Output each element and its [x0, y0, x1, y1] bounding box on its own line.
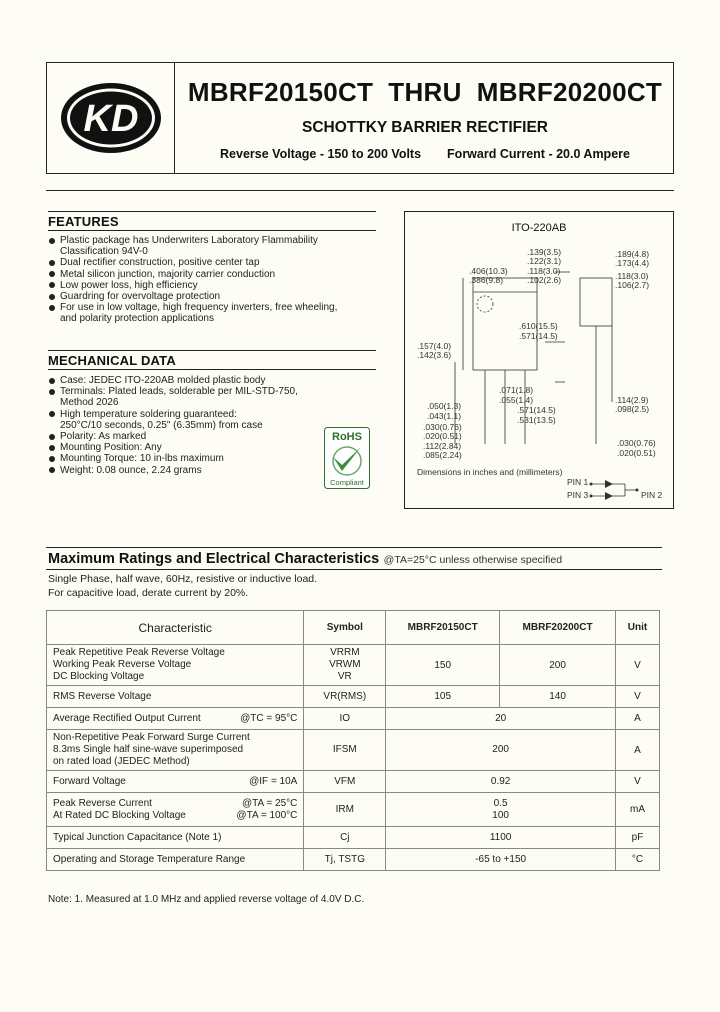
- dim-label: .157(4.0): [417, 341, 452, 351]
- dim-label: .112(2.84): [423, 441, 462, 451]
- unit-cell: pF: [616, 827, 660, 849]
- symbol-cell: [304, 730, 386, 771]
- characteristic-line: Average Rectified Output Current: [53, 712, 201, 724]
- part-title: MBRF20150CT THRU MBRF20200CT: [187, 77, 663, 107]
- dim-label: .050(1.3): [427, 401, 462, 411]
- list-item: High temperature soldering guaranteed:: [48, 409, 378, 420]
- list-item: Case: JEDEC ITO-220AB molded plastic body: [48, 375, 378, 386]
- characteristic-line: Forward Voltage: [53, 775, 126, 787]
- dim-label: .139(3.5): [527, 247, 562, 257]
- dim-label: .055(1.4): [499, 395, 534, 405]
- list-item: Terminals: Plated leads, solderable per MIL-STD-750,: [48, 386, 378, 397]
- dim-label: .085(2.24): [423, 450, 462, 460]
- reverse-voltage-spec: Reverse Voltage - 150 to 200 Volts: [220, 147, 422, 161]
- list-item: Plastic package has Underwriters Laboratory Flammability: [48, 235, 378, 246]
- dim-label: .571(14.5): [517, 405, 556, 415]
- mechanical-heading: MECHANICAL DATA: [48, 353, 376, 370]
- value-cell: 105: [386, 686, 500, 708]
- value-line: 100: [492, 809, 509, 821]
- symbol-line: IFSM: [332, 744, 357, 755]
- symbol-cell: [304, 793, 386, 827]
- dim-label: .114(2.9): [615, 395, 649, 405]
- dim-label: .071(1.8): [499, 385, 534, 395]
- symbol-cell: [304, 686, 386, 708]
- symbol-line: VFM: [334, 775, 356, 787]
- dim-label: .102(2.6): [527, 275, 562, 285]
- footnote: Note: 1. Measured at 1.0 MHz and applied reverse voltage of 4.0V D.C.: [48, 894, 365, 905]
- characteristic-cell: [47, 686, 304, 708]
- characteristic-line: Typical Junction Capacitance (Note 1): [53, 831, 222, 843]
- characteristic-cell: [47, 849, 304, 871]
- dim-label: .106(2.7): [615, 280, 650, 290]
- ratings-rule-2: [46, 569, 662, 570]
- value-line: 0.5: [493, 797, 508, 809]
- symbol-cell: [304, 849, 386, 871]
- list-item: Weight: 0.08 ounce, 2.24 grams: [48, 465, 378, 476]
- dim-label: .531(13.5): [517, 415, 556, 425]
- value-line: -65 to +150: [475, 853, 527, 865]
- unit-cell: V: [616, 771, 660, 793]
- list-item: Classification 94V-0: [60, 246, 148, 258]
- spec-line: [177, 147, 673, 161]
- dim-label: .571(14.5): [519, 331, 558, 341]
- dim-label: .030(0.76): [423, 422, 462, 432]
- table-row: [47, 849, 660, 871]
- col-header: Unit: [616, 611, 660, 645]
- value-cell: [386, 793, 616, 827]
- list-item: Polarity: As marked: [48, 431, 378, 442]
- value-cell: 140: [500, 686, 616, 708]
- characteristic-line: on rated load (JEDEC Method): [53, 756, 190, 767]
- rohs-title: RoHS: [332, 431, 362, 443]
- dim-label: .189(4.8): [615, 249, 650, 259]
- symbol-line: Tj, TSTG: [324, 853, 365, 865]
- characteristic-line: Peak Reverse Current: [53, 797, 152, 809]
- ratings-table: [46, 610, 660, 871]
- dim-label: .043(1.1): [427, 411, 462, 421]
- symbol-cell: [304, 708, 386, 730]
- part-subtitle: SCHOTTKY BARRIER RECTIFIER: [301, 119, 548, 136]
- table-row: [47, 771, 660, 793]
- dim-label: .118(3.0): [527, 266, 561, 276]
- unit-cell: mA: [616, 793, 660, 827]
- unit-cell: A: [616, 708, 660, 730]
- symbol-line: VRRM: [330, 647, 360, 658]
- characteristic-line: 8.3ms Single half sine-wave superimposed: [53, 744, 244, 755]
- logo-text: KD: [83, 98, 138, 140]
- table-row: [47, 827, 660, 849]
- condition-line: @TC = 95°C: [240, 712, 298, 724]
- dim-label: .386(9.8): [469, 275, 504, 285]
- list-item: Mounting Torque: 10 in-lbs maximum: [48, 453, 378, 464]
- list-item: Guardring for overvoltage protection: [48, 291, 378, 302]
- pin-label: PIN 2: [641, 490, 663, 500]
- features-list: [48, 235, 378, 325]
- symbol-cell: [304, 771, 386, 793]
- value-cell: [386, 827, 616, 849]
- unit-cell: V: [616, 645, 660, 686]
- characteristic-line: DC Blocking Voltage: [53, 671, 145, 682]
- package-diagram: [404, 211, 674, 509]
- ratings-note-line: For capacitive load, derate current by 20%.: [48, 586, 249, 599]
- value-line: 1100: [489, 831, 512, 843]
- symbol-line: IO: [339, 712, 351, 724]
- features-heading: FEATURES: [48, 214, 376, 231]
- dim-label: .098(2.5): [615, 404, 650, 414]
- value-line: 200: [492, 744, 509, 755]
- ratings-heading-note: @TA=25°C unless otherwise specified: [383, 554, 563, 566]
- ratings-heading: Maximum Ratings and Electrical Characteristics: [48, 551, 380, 567]
- dim-label: .020(0.51): [617, 448, 656, 458]
- symbol-line: Cj: [340, 831, 350, 843]
- characteristic-cell: [47, 771, 304, 793]
- symbol-line: IRM: [335, 803, 354, 815]
- value-cell: 200: [500, 645, 616, 686]
- list-item: 250°C/10 seconds, 0.25" (6.35mm) from case: [60, 419, 263, 431]
- characteristic-cell: [47, 793, 304, 827]
- value-cell: [386, 730, 616, 771]
- dim-label: .173(4.4): [615, 258, 650, 268]
- characteristic-cell: [47, 645, 304, 686]
- symbol-cell: [304, 645, 386, 686]
- dim-label: .020(0.51): [423, 431, 462, 441]
- package-name: ITO-220AB: [511, 222, 567, 234]
- unit-cell: V: [616, 686, 660, 708]
- characteristic-cell: [47, 708, 304, 730]
- ratings-heading-line: [48, 550, 664, 568]
- condition: [249, 776, 297, 788]
- value-cell: [386, 849, 616, 871]
- condition-line: @TA = 100°C: [236, 809, 298, 821]
- ratings-note-line: Single Phase, half wave, 60Hz, resistive or inductive load.: [48, 573, 318, 585]
- value-cell: 150: [386, 645, 500, 686]
- unit-cell: A: [616, 730, 660, 771]
- list-item: For use in low voltage, high frequency inverters, free wheeling,: [48, 302, 378, 313]
- rohs-subtitle: Compliant: [330, 478, 364, 487]
- dim-label: .142(3.6): [417, 350, 452, 360]
- characteristic-cell: [47, 730, 304, 771]
- value-line: 0.92: [490, 775, 511, 787]
- dim-label: .118(3.0): [615, 271, 649, 281]
- condition-line: @TA = 25°C: [241, 797, 298, 809]
- table-header-row: [47, 611, 660, 645]
- pin-label: PIN 3: [567, 490, 589, 500]
- condition-line: @IF = 10A: [249, 775, 298, 787]
- characteristic-line: At Rated DC Blocking Voltage: [53, 809, 186, 821]
- characteristic-cell: [47, 827, 304, 849]
- pin-label: PIN 1: [567, 477, 589, 487]
- table-row: [47, 686, 660, 708]
- condition: [236, 798, 297, 822]
- value-cell: [386, 708, 616, 730]
- rohs-badge: [324, 427, 370, 489]
- value-line: 20: [495, 712, 507, 724]
- unit-cell: °C: [616, 849, 660, 871]
- dim-label: .406(10.3): [469, 266, 508, 276]
- dim-footnote: Dimensions in inches and (millimeters): [417, 467, 563, 477]
- header-rule: [46, 190, 674, 191]
- ratings-rule: [46, 547, 662, 548]
- col-header: MBRF20200CT: [500, 611, 616, 645]
- condition: [240, 713, 297, 725]
- table-row: [47, 645, 660, 686]
- table-row: [47, 793, 660, 827]
- kd-logo: [59, 81, 163, 155]
- col-header: MBRF20150CT: [386, 611, 500, 645]
- table-row: [47, 730, 660, 771]
- ratings-notes: [48, 573, 317, 600]
- characteristic-line: RMS Reverse Voltage: [53, 690, 152, 702]
- col-header: Characteristic: [47, 611, 304, 645]
- dim-label: .122(3.1): [527, 256, 562, 266]
- list-item: Dual rectifier construction, positive center tap: [48, 257, 378, 268]
- forward-current-spec: Forward Current - 20.0 Ampere: [447, 147, 630, 161]
- list-item: and polarity protection applications: [60, 313, 214, 325]
- symbol-line: VR(RMS): [323, 690, 367, 702]
- list-item: Metal silicon junction, majority carrier conduction: [48, 269, 378, 280]
- col-header: Symbol: [304, 611, 386, 645]
- symbol-line: VR: [337, 671, 352, 682]
- header-box: [46, 62, 674, 174]
- characteristic-line: Peak Repetitive Peak Reverse Voltage: [53, 647, 225, 658]
- list-item: Mounting Position: Any: [48, 442, 378, 453]
- symbol-line: VRWM: [329, 659, 361, 670]
- characteristic-line: Working Peak Reverse Voltage: [53, 659, 192, 670]
- dim-label: .030(0.76): [617, 438, 656, 448]
- characteristic-line: Non-Repetitive Peak Forward Surge Current: [53, 732, 250, 743]
- symbol-cell: [304, 827, 386, 849]
- table-row: [47, 708, 660, 730]
- dim-label: .610(15.5): [519, 321, 558, 331]
- list-item: Method 2026: [60, 397, 119, 409]
- logo-cell: [47, 63, 175, 173]
- value-cell: [386, 771, 616, 793]
- list-item: Low power loss, high efficiency: [48, 280, 378, 291]
- characteristic-line: Operating and Storage Temperature Range: [53, 853, 246, 865]
